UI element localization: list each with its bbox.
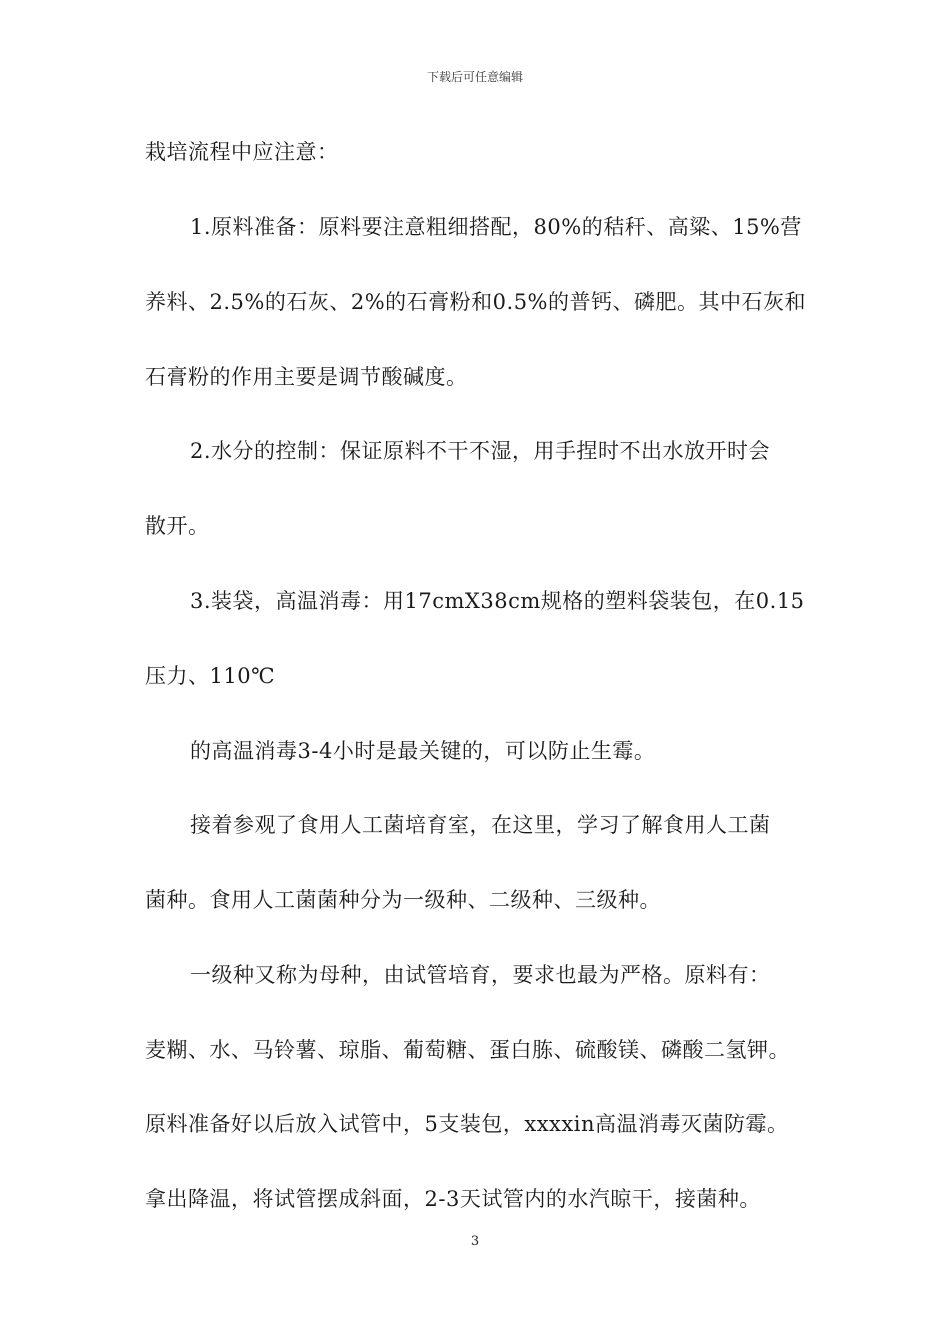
text-line: 1.原料准备：原料要注意粗细搭配，80%的秸秆、高粱、15%营 xyxy=(190,215,802,239)
text-line: 接着参观了食用人工菌培育室，在这里，学习了解食用人工菌 xyxy=(190,813,771,837)
page-header-note: 下载后可任意编辑 xyxy=(426,70,523,84)
text-line: 压力、110℃ xyxy=(145,664,276,688)
text-line: 栽培流程中应注意： xyxy=(145,140,339,164)
text-line: 石膏粉的作用主要是调节酸碱度。 xyxy=(145,365,468,389)
text-line: 拿出降温，将试管摆成斜面，2-3天试管内的水汽晾干，接菌种。 xyxy=(145,1187,761,1211)
text-line: 2.水分的控制：保证原料不干不湿，用手捏时不出水放开时会 xyxy=(190,439,771,463)
text-line: 麦糊、水、马铃薯、琼脂、葡萄糖、蛋白胨、硫酸镁、磷酸二氢钾。 xyxy=(145,1038,790,1062)
text-line: 散开。 xyxy=(145,514,210,538)
text-line: 一级种又称为母种，由试管培育，要求也最为严格。原料有： xyxy=(190,963,771,987)
text-line: 菌种。食用人工菌菌种分为一级种、二级种、三级种。 xyxy=(145,888,661,912)
page-number: 3 xyxy=(470,1234,480,1249)
text-line: 原料准备好以后放入试管中，5支装包，xxxxin高温消毒灭菌防霉。 xyxy=(145,1112,789,1136)
text-line: 的高温消毒3-4小时是最关键的，可以防止生霉。 xyxy=(190,739,656,763)
text-line: 养料、2.5%的石灰、2%的石膏粉和0.5%的普钙、磷肥。其中石灰和 xyxy=(145,290,807,314)
text-line: 3.装袋，高温消毒：用17cmX38cm规格的塑料袋装包，在0.15 xyxy=(190,589,805,613)
